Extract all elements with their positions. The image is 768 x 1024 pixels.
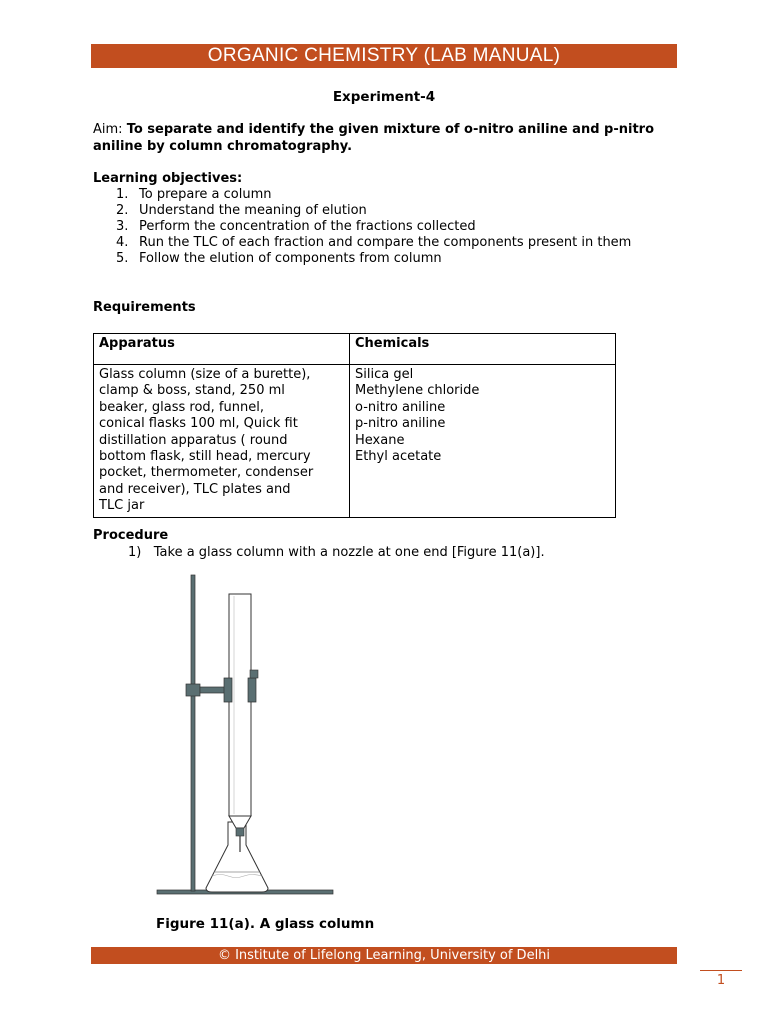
glass-column-figure — [150, 570, 350, 905]
requirements-table — [93, 333, 616, 518]
stand-rod — [191, 575, 195, 891]
aim-text: To separate and identify the given mixture of o-nitro aniline and p-nitro aniline by column chromatography. — [93, 122, 655, 154]
experiment-title: Experiment-4 — [332, 89, 436, 105]
chemicals-cell: Silica gel Methylene chloride o-nitro aniline p-nitro aniline Hexane Ethyl acetate — [350, 365, 616, 518]
chemicals-header: Chemicals — [350, 334, 616, 365]
requirements-heading: Requirements — [93, 300, 196, 315]
table-row — [94, 365, 616, 518]
list-item: 2. Understand the meaning of elution — [116, 203, 367, 218]
header-banner: ORGANIC CHEMISTRY (LAB MANUAL) — [91, 44, 677, 68]
glass-column — [229, 594, 251, 816]
stopcock-icon — [236, 828, 244, 836]
list-item: 3. Perform the concentration of the fractions collected — [116, 219, 476, 234]
clamp-jaw-left — [224, 678, 232, 702]
figure-caption: Figure 11(a). A glass column — [156, 916, 375, 932]
boss-head — [186, 684, 200, 696]
list-item: 4. Run the TLC of each fraction and compare the components present in them — [116, 235, 632, 250]
clamp-jaw-right — [248, 678, 256, 702]
apparatus-header: Apparatus — [94, 334, 350, 365]
procedure-step-1: 1) Take a glass column with a nozzle at one end [Figure 11(a)]. — [128, 545, 545, 560]
page-number: 1 — [716, 973, 726, 988]
page-number-rule — [700, 970, 742, 971]
objectives-list — [116, 187, 676, 267]
table-header-row — [94, 334, 616, 365]
aim-paragraph — [93, 121, 678, 155]
procedure-heading: Procedure — [93, 528, 169, 543]
list-item: 1. To prepare a column — [116, 187, 272, 202]
objectives-heading: Learning objectives: — [93, 171, 243, 186]
aim-label: Aim: — [93, 122, 123, 137]
footer-banner: © Institute of Lifelong Learning, University of Delhi — [91, 947, 677, 964]
apparatus-cell: Glass column (size of a burette), clamp & boss, stand, 250 ml beaker, glass rod, funnel, conical flasks 100 ml, Quick fit distillation apparatus ( round bottom flask, still head, mercury pocket, thermometer, condenser and receiver), TLC plates and TLC jar — [94, 365, 350, 518]
clamp-screw — [250, 670, 258, 678]
list-item: 5. Follow the elution of components from column — [116, 251, 442, 266]
